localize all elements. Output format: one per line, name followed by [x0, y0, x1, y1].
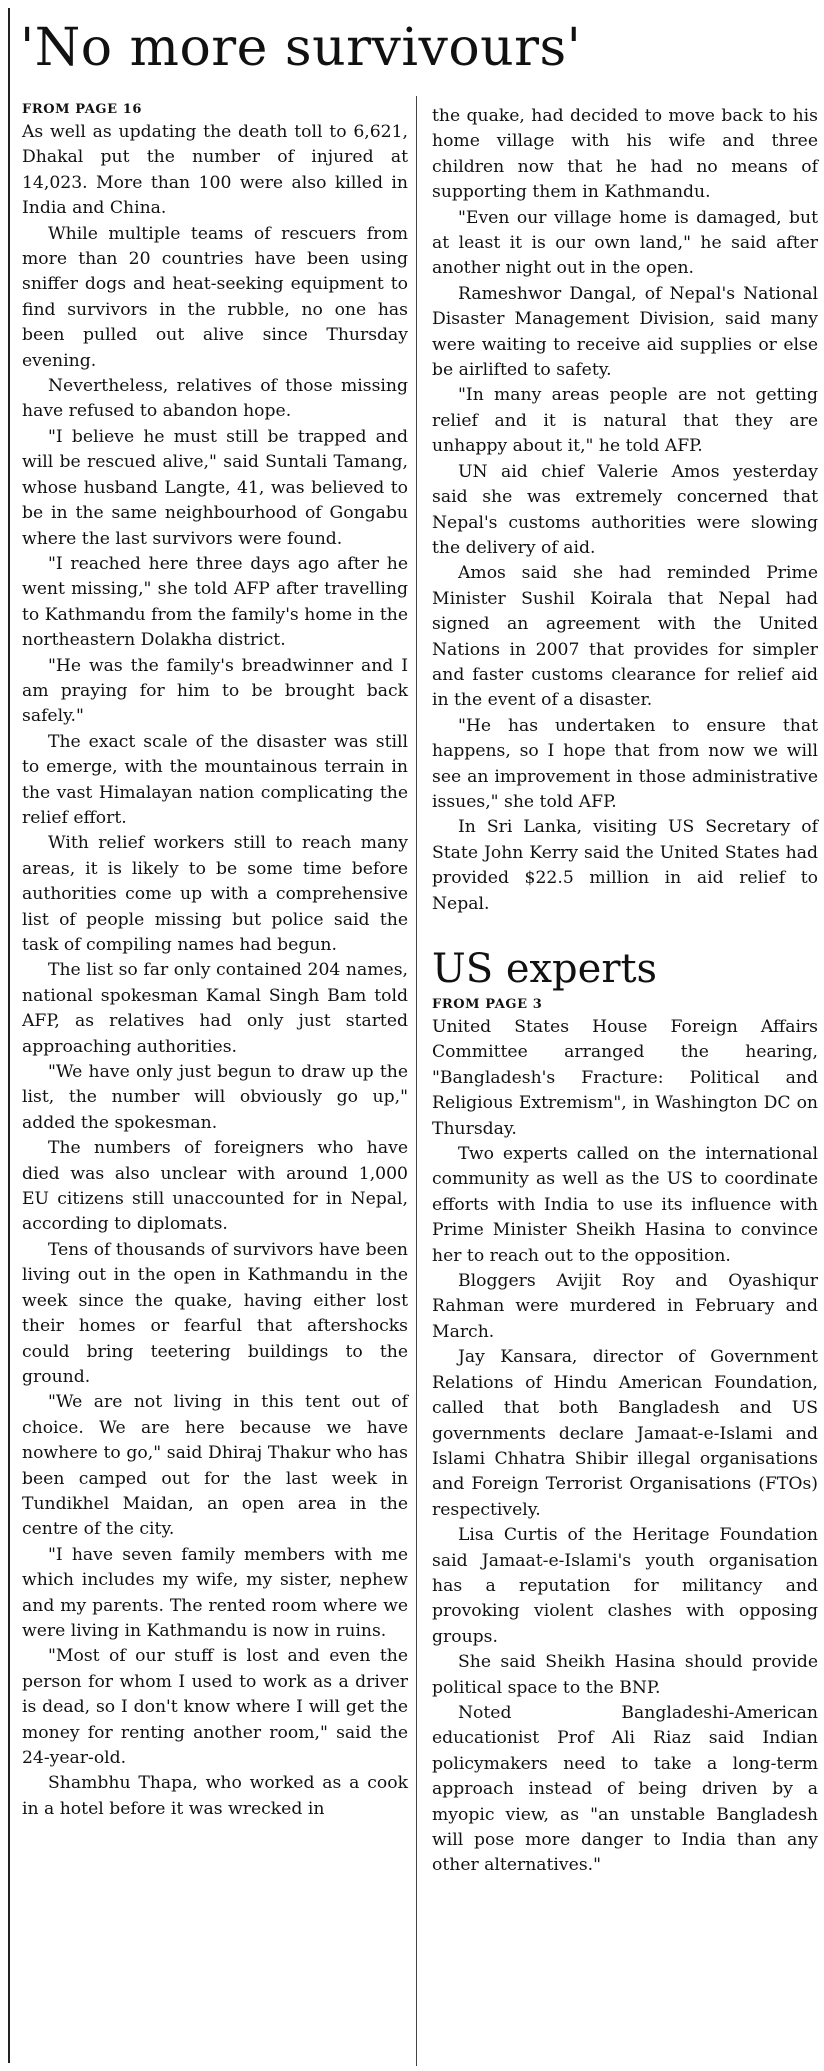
article-paragraph: Lisa Curtis of the Heritage Foundation said Jamaat-e-Islami's youth organisation has a reputation for militancy and provoking violent clashes with opposing groups.	[432, 1525, 818, 1647]
left-column-rule	[8, 8, 10, 2063]
article-paragraph: Noted Bangladeshi-American educationist Prof Ali Riaz said Indian policymakers need to take a long-term approach instead of being driven by a myopic view, as "an unstable Bangladesh will pose more danger to India than any other alternatives."	[432, 1702, 818, 1876]
article-paragraph: "He has undertaken to ensure that happens, so I hope that from now we will see an improvement in those administrative issues," she told AFP.	[432, 715, 818, 812]
article-headline: 'No more survivours'	[20, 18, 582, 78]
article-paragraph: The numbers of foreigners who have died was also unclear with around 1,000 EU citizens still unaccounted for in Nepal, according to diplomats.	[22, 1138, 408, 1235]
article-paragraph: Jay Kansara, director of Government Relations of Hindu American Foundation, called that both Bangladesh and US governments declare Jamaat-e-Islami and Islami Chhatra Shibir illegal organisations and Foreign Terrorist Organisations (FTOs) respectively.	[432, 1347, 818, 1520]
article-paragraph: United States House Foreign Affairs Committee arranged the hearing, "Bangladesh's Fracture: Political and Religious Extremism", in Washington DC on Thursday.	[432, 1017, 818, 1139]
article-paragraph: Bloggers Avijit Roy and Oyashiqur Rahman were murdered in February and March.	[432, 1271, 818, 1342]
article-paragraph: "In many areas people are not getting relief and it is natural that they are unhappy about it," he told AFP.	[432, 385, 818, 457]
article-paragraph: As well as updating the death toll to 6,621, Dhakal put the number of injured at 14,023. More than 100 were also killed in India and China.	[22, 122, 408, 219]
article-paragraph: The list so far only contained 204 names, national spokesman Kamal Singh Bam told AFP, as relatives had only just started approaching authorities.	[22, 960, 408, 1057]
article-paragraph: In Sri Lanka, visiting US Secretary of State John Kerry said the United States had provided $22.5 million in aid relief to Nepal.	[432, 817, 818, 914]
article-paragraph: "I believe he must still be trapped and will be rescued alive," said Suntali Tamang, whose husband Langte, 41, was believed to be in the same neighbourhood of Gongabu where the last survivors were found.	[22, 426, 408, 549]
article-paragraph: "We are not living in this tent out of choice. We are here because we have nowhere to go," said Dhiraj Thakur who has been camped out for the last week in Tundikhel Maidan, an open area in the centre of the city.	[22, 1392, 408, 1540]
article-paragraph: Shambhu Thapa, who worked as a cook in a hotel before it was wrecked in	[22, 1773, 408, 1819]
article-paragraph: "I reached here three days ago after he went missing," she told AFP after travelling to Kathmandu from the family's home in the northeastern Dolakha district.	[22, 553, 408, 651]
column-divider	[416, 96, 417, 2066]
article-paragraph: Tens of thousands of survivors have been living out in the open in Kathmandu in the week since the quake, having either lost their homes or fearful that aftershocks could bring teetering buildings to the ground.	[22, 1239, 408, 1387]
article-paragraph: While multiple teams of rescuers from more than 20 countries have been using sniffer dogs and heat-seeking equipment to find survivors in the rubble, no one has been pulled out alive since Thursday evening.	[22, 223, 408, 371]
left-column	[22, 100, 408, 1822]
article-paragraph: "I have seven family members with me which includes my wife, my sister, nephew and my parents. The rented room where we were living in Kathmandu is now in ruins.	[22, 1544, 408, 1641]
article-paragraph: Amos said she had reminded Prime Minister Sushil Koirala that Nepal had signed an agreement with the United Nations in 2007 that provides for simpler and faster customs clearance for relief aid in the event of a disaster.	[432, 563, 818, 711]
article-paragraph: "We have only just begun to draw up the list, the number will obviously go up," added the spokesman.	[22, 1062, 408, 1133]
right-column	[432, 104, 818, 1879]
article-paragraph: UN aid chief Valerie Amos yesterday said she was extremely concerned that Nepal's customs authorities were slowing the delivery of aid.	[432, 461, 818, 558]
article-paragraph: The exact scale of the disaster was still to emerge, with the mountainous terrain in the vast Himalayan nation complicating the relief effort.	[22, 731, 408, 828]
article-dateline: FROM PAGE 16	[22, 102, 143, 117]
article-paragraph: "Most of our stuff is lost and even the person for whom I used to work as a driver is dead, so I don't know where I will get the money for renting another room," said the 24-year-old.	[22, 1646, 408, 1768]
article-paragraph: "Even our village home is damaged, but at least it is our own land," he said after another night out in the open.	[432, 207, 818, 279]
article-paragraph: Two experts called on the international community as well as the US to coordinate efforts with India to use its influence with Prime Minister Sheikh Hasina to convince her to reach out to the opposition.	[432, 1144, 818, 1266]
article-paragraph: She said Sheikh Hasina should provide political space to the BNP.	[432, 1652, 818, 1698]
second-article-headline: US experts	[432, 946, 658, 992]
article-paragraph: With relief workers still to reach many areas, it is likely to be some time before authorities come up with a comprehensive list of people missing but police said the task of compiling names had begun.	[22, 833, 408, 955]
article-paragraph: "He was the family's breadwinner and I am praying for him to be brought back safely."	[22, 655, 408, 727]
article-paragraph: Nevertheless, relatives of those missing have refused to abandon hope.	[22, 376, 408, 422]
second-article-dateline: FROM PAGE 3	[432, 997, 543, 1012]
article-paragraph: Rameshwor Dangal, of Nepal's National Disaster Management Division, said many were waiting to receive aid supplies or else be airlifted to safety.	[432, 283, 818, 381]
article-paragraph: the quake, had decided to move back to his home village with his wife and three children now that he had no means of supporting them in Kathmandu.	[432, 106, 818, 203]
